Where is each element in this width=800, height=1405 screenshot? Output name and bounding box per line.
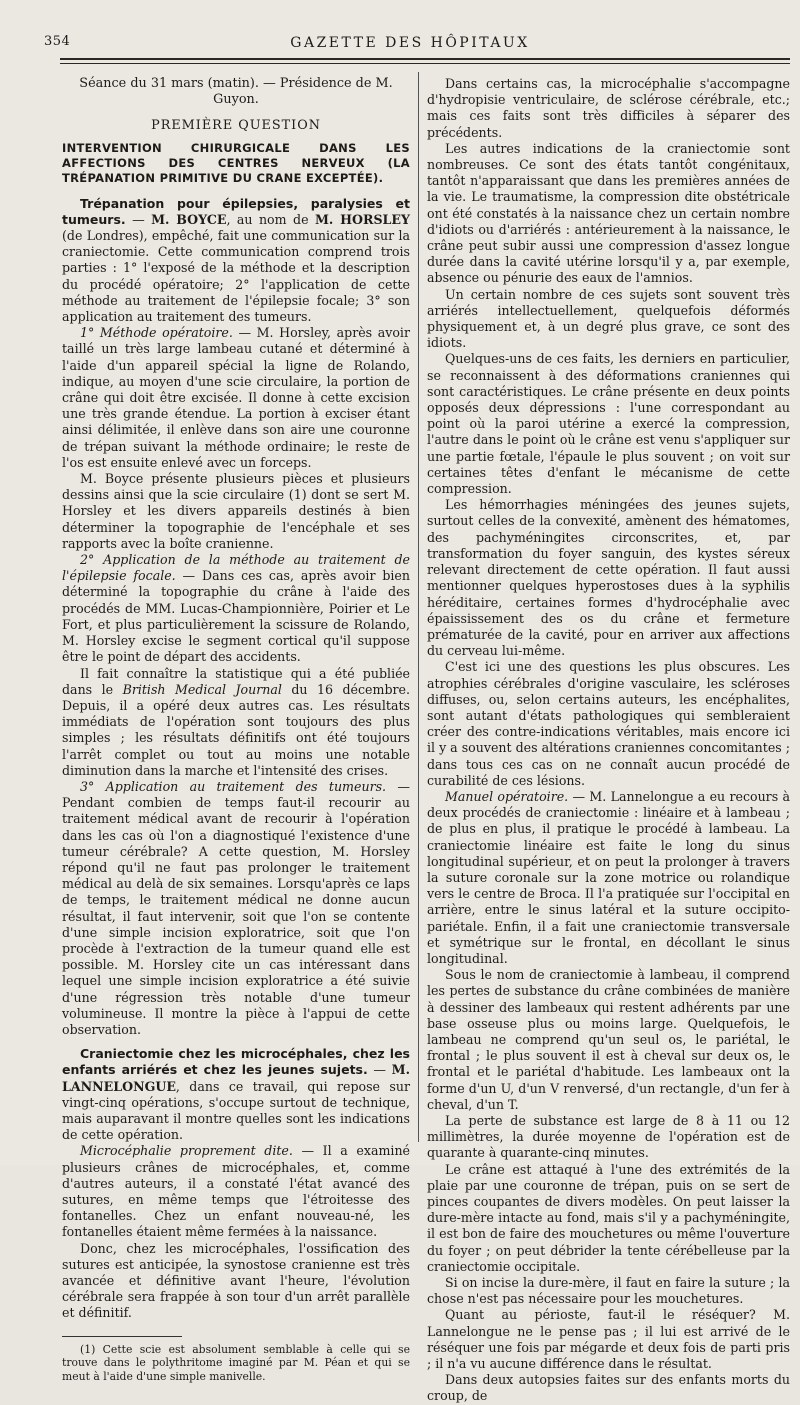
header-rule — [60, 58, 790, 60]
paragraph — [62, 779, 410, 1038]
paragraph: M. Boyce présente plusieurs pièces et plusieurs dessins ainsi que la scie circulaire (1) dont se sert M. Horsley et les divers appareils destinés à bien déterminer la topographie de l'encéphale et ses rapports avec la boîte cranienne. — [62, 471, 410, 551]
text-run: du 16 décembre. Depuis, il a opéré deux autres cas. Les résultats immédiats de l'opération sont toujours des plus simples ; les résultats définitifs ont été toujours l'arrêt complet ou tout au moins une notable diminution dans la marche et l'intensité des crises. — [62, 681, 410, 778]
text-run: — Il a examiné plusieurs crânes de microcéphales, et, comme d'autres auteurs, il a constaté l'état avancé des sutures, en même temps que l'étroitesse des fontanelles. Chez un enfant nouveau-né, les fontanelles étaient même fermées à la naissance. — [62, 1143, 411, 1240]
session-line: Séance du 31 mars (matin). — Présidence de M. Guyon. — [79, 76, 393, 108]
subsection-title: Craniectomie chez les microcéphales, chez les enfants arriérés et chez les jeunes sujets. — [62, 1046, 410, 1078]
column-separator — [418, 72, 419, 1142]
italic-heading: 2° Application de la méthode au traitement de l'épilepsie focale. — [62, 552, 410, 584]
text-run: Il fait connaître la statistique qui a été publiée dans le — [62, 665, 410, 697]
text-run: (de Londres), empêché, fait une communication sur la craniectomie. Cette communication comprend trois parties : 1° l'exposé de la méthode et la description du procédé opératoire; 2° l'application de cette méthode au traitement de l'épilepsie focale; 3° son application au traitement des tumeurs. — [62, 228, 410, 325]
paragraph — [62, 666, 410, 779]
paragraph: Un certain nombre de ces sujets sont souvent très arriérés intellectuellement, quelquefois déformés physiquement et, à un degré plus grave, ce sont des idiots. — [427, 286, 790, 351]
paragraph: C'est ici une des questions les plus obscures. Les atrophies cérébrales d'origine vasculaire, les scléroses diffuses, ou, selon certains auteurs, les encéphalites, sont autant d'états pathologiques qui sembleraient créer des contre-indications véritables, mais encore ici il y a souvent des altérations craniennes concomitantes ; dans tous ces cas on ne connaît aucun procédé de curabilité de ces lésions. — [427, 659, 790, 788]
journal-title: British Medical Journal — [122, 681, 282, 697]
italic-heading: 1° Méthode opératoire. — [80, 325, 233, 341]
left-column — [62, 76, 410, 1383]
right-column — [427, 76, 790, 1405]
paragraph: Quelques-uns de ces faits, les derniers en particulier, se reconnaissent à des déformations craniennes qui sont caractéristiques. Le crâne présente en deux points opposés deux dépressions : l'une correspondant au point où la paroi utérine a exercé la compression, l'autre dans le point où le crâne est venu s'appliquer sur une partie fœtale, l'épaule le plus souvent ; on voit sur certaines têtes d'enfant le mécanisme de cette compression. — [427, 351, 790, 497]
paragraph: La perte de substance est large de 8 à 11 ou 12 millimètres, la durée moyenne de l'opération est de quarante à quarante-cinq minutes. — [427, 1113, 790, 1161]
paragraph: Si on incise la dure-mère, il faut en faire la suture ; la chose n'est pas nécessaire pour les mouchetures. — [427, 1275, 790, 1307]
section-heading: PREMIÈRE QUESTION — [151, 118, 321, 134]
footnote: (1) Cette scie est absolument semblable à celle qui se trouve dans le polythritome imaginé par M. Péan et qui se meut à l'aide d'une simple manivelle. — [62, 1342, 410, 1383]
author-name: M. BOYCE — [151, 211, 227, 227]
paragraph: Dans certains cas, la microcéphalie s'accompagne d'hydropisie ventriculaire, de sclérose cérébrale, etc.; mais ces faits sont très difficiles à séparer des précédents. — [427, 76, 790, 140]
paragraph — [427, 789, 790, 967]
italic-heading: Microcéphalie proprement dite. — [80, 1143, 293, 1159]
paragraph — [62, 552, 410, 665]
header-rule-thin — [60, 63, 790, 64]
text-run: , dans ce travail, qui repose sur vingt-cinq opérations, s'occupe surtout de technique, mais auparavant il montre quelles sont les indications de cette opération. — [62, 1078, 410, 1143]
author-name: M. HORSLEY — [314, 211, 410, 227]
text-run: — M. Horsley, après avoir taillé un très large lambeau cutané et déterminé à l'aide d'un appareil spécial la ligne de Rolando, indique, au moyen d'une scie circulaire, la portion de crâne qui doit être excisée. Il donne à cette excision une très grande étendue. La portion à exciser étant ainsi délimitée, il enlève dans son aire une couronne de trépan suivant la méthode ordinaire; le reste de l'os est ensuite enlevé avec un forceps. — [62, 325, 410, 470]
article-title: INTERVENTION CHIRURGICALE DANS LES AFFECTIONS DES CENTRES NERVEUX (LA TRÉPANATION PRIMITIVE DU CRANE EXCEPTÉE). — [62, 140, 410, 185]
text-run: — Dans ces cas, après avoir bien déterminé la topographie du crâne à l'aide des procédés de MM. Lucas-Championnière, Poirier et Le Fort, et plus particulièrement la scissure de Rolando, M. Horsley excise le segment cortical qu'il suppose être le point de départ des accidents. — [62, 568, 410, 665]
paragraph: Les autres indications de la craniectomie sont nombreuses. Ce sont des états tantôt congénitaux, tantôt n'apparaissant que dans les premières années de la vie. Le traumatisme, la compression dite obstétricale ont été constatés à la naissance chez un certain nombre d'idiots ou d'arriérés : antérieurement à la naissance, le crâne peut subir aussi une compression d'assez longue durée dans la cavité utérine lorsqu'il y a, par exemple, absence ou pénurie des eaux de l'amnios. — [427, 140, 790, 286]
running-title: GAZETTE DES HÔPITAUX — [290, 35, 530, 51]
italic-heading: 3° Application au traitement des tumeurs. — [80, 778, 387, 794]
text-run: , au nom de — [226, 211, 315, 227]
paragraph — [62, 1143, 410, 1240]
page-number: 354 — [44, 34, 71, 49]
page-header — [30, 30, 790, 58]
paragraph — [62, 325, 410, 471]
text-run: — M. Lannelongue a eu recours à deux procédés de craniectomie : linéaire et à lambeau ; de plus en plus, il pratique le procédé à lambeau. La craniectomie linéaire est faite le long du sinus longitudinal supérieur, et on peut la prolonger à travers la suture coronale sur la zone motrice ou rolandique vers le centre de Broca. Il l'a pratiquée sur l'occipital en arrière, entre le sinus latéral et la suture occipito-pariétale. Enfin, il a fait une craniectomie transversale et symétrique sur le frontal, en décollant le sinus longitudinal. — [427, 788, 790, 966]
paragraph: Craniectomie chez les microcéphales, chez les enfants arriérés et chez les jeunes sujets. — M. LANNELONGUE, dans ce travail, qui repose sur vingt-cinq opérations, s'occupe surtout de technique, mais auparavant il montre quelles sont les indications de cette opération. — [62, 1046, 410, 1143]
paragraph: Les hémorrhagies méningées des jeunes sujets, surtout celles de la convexité, amènent des hématomes, des pachyméningites circonscrites, et, par transformation du foyer sanguin, des kystes séreux relevant directement de cette opération. Il faut aussi mentionner quelques hyperostoses dues à la syphilis héréditaire, certaines formes d'hydrocéphalie avec épaississement des os du crâne et fermeture prématurée de la cavité, pour en arriver aux affections du cerveau lui-même. — [427, 497, 790, 659]
footnote-rule — [62, 1336, 182, 1337]
paragraph: Donc, chez les microcéphales, l'ossification des sutures est anticipée, la synostose cranienne est très avancée et définitive avant l'heure, l'évolution cérébrale sera frappée à son tour d'un arrêt parallèle et définitif. — [62, 1240, 410, 1321]
paragraph: Le crâne est attaqué à l'une des extrémités de la plaie par une couronne de trépan, puis on se sert de pinces coupantes de divers modèles. On peut laisser la dure-mère intacte au fond, mais s'il y a pachyméningite, il est bon de faire des mouchetures ou même l'ouverture du foyer ; on peut débrider la tente cérébelleuse par la craniectomie occipitale. — [427, 1161, 790, 1274]
paragraph: Quant au périoste, faut-il le réséquer? M. Lannelongue ne le pense pas ; il lui est arrivé de le réséquer une fois par mégarde et deux fois de parti pris ; il n'a vu aucune différence dans le résultat. — [427, 1307, 790, 1372]
paragraph: Sous le nom de craniectomie à lambeau, il comprend les pertes de substance du crâne combinées de manière à dessiner des lambeaux qui restent adhérents par une base osseuse plus ou moins large. Quelquefois, le lambeau ne comprend qu'un seul os, le pariétal, le frontal ; le plus souvent il est à cheval sur deux os, le frontal et le pariétal d'habitude. Les lambeaux ont la forme d'un U, d'un V renversé, d'un rectangle, d'un fer à cheval, d'un T. — [427, 967, 790, 1112]
paragraph: Trépanation pour épilepsies, paralysies et tumeurs. — M. BOYCE, au nom de M. HORSLEY (de Londres), empêché, fait une communication sur la craniectomie. Cette communication comprend trois parties : 1° l'exposé de la méthode et la description du procédé opératoire; 2° l'application de cette méthode au traitement de l'épilepsie focale; 3° son application au traitement des tumeurs. — [62, 195, 410, 325]
italic-heading: Manuel opératoire. — [445, 788, 569, 804]
subsection-title: Trépanation pour épilepsies, paralysies et tumeurs. — [62, 195, 410, 227]
paragraph: Dans deux autopsies faites sur des enfants morts du croup, de — [427, 1372, 790, 1404]
text-run: — Pendant combien de temps faut-il recourir au traitement médical avant de recourir à l'opération dans les cas où l'on a diagnostiqué l'existence d'une tumeur cérébrale? A cette question, M. Horsley répond qu'il ne faut pas prolonger le traitement médical au delà de six semaines. Lorsqu'après ce laps de temps, le traitement médical ne donne aucun résultat, il faut intervenir, soit que l'on se contente d'une simple incision exploratrice, soit que l'on procède à l'extraction de la tumeur quand elle est possible. M. Horsley cite un cas intéressant dans lequel une simple incision exploratrice a été suivie d'une régression très notable d'une tumeur volumineuse. Il montre la pièce à l'appui de cette observation. — [62, 778, 410, 1037]
author-name: M. LANNELONGUE — [62, 1062, 410, 1094]
